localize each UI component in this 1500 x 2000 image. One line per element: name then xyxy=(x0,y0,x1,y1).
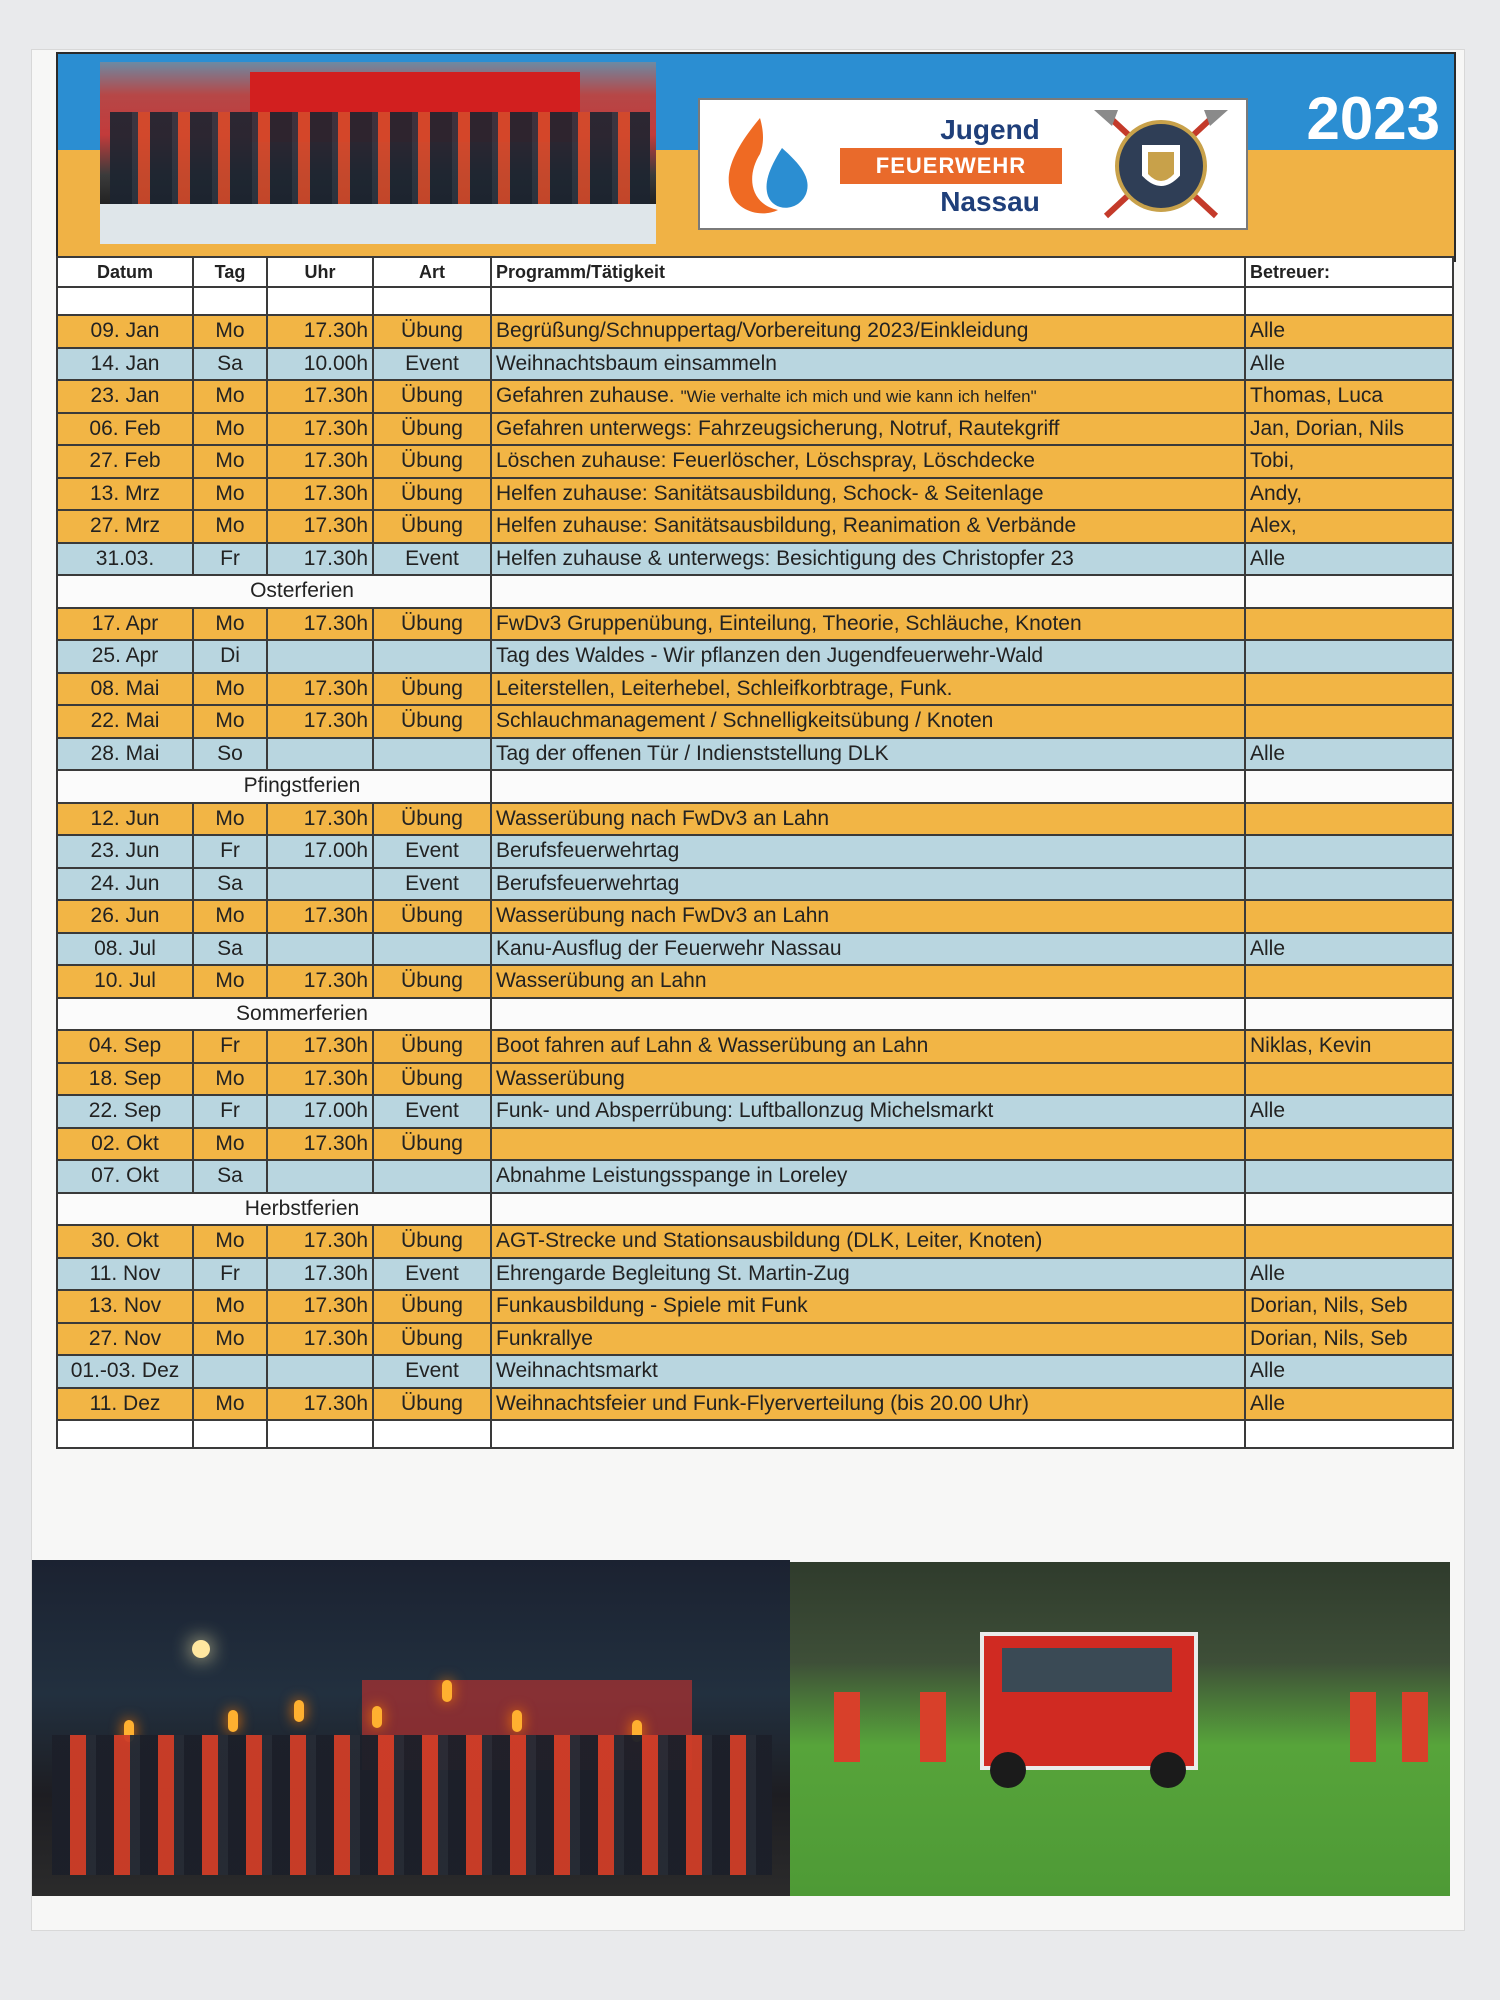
time-cell xyxy=(267,738,373,771)
type-cell xyxy=(373,640,491,673)
supervisor-cell: Thomas, Luca xyxy=(1245,380,1453,413)
table-row xyxy=(57,543,1453,576)
supervisor-cell xyxy=(1245,1063,1453,1096)
empty-cell xyxy=(1245,770,1453,803)
time-cell: 17.30h xyxy=(267,1128,373,1161)
supervisor-cell: Dorian, Nils, Seb xyxy=(1245,1323,1453,1356)
holiday-label: Sommerferien xyxy=(57,998,491,1031)
date-cell: 25. Apr xyxy=(57,640,193,673)
day-cell: Sa xyxy=(193,868,267,901)
supervisor-cell: Alle xyxy=(1245,543,1453,576)
time-cell: 17.30h xyxy=(267,1225,373,1258)
day-cell: Mo xyxy=(193,1290,267,1323)
type-cell: Übung xyxy=(373,965,491,998)
photo-youth xyxy=(920,1692,946,1762)
program-cell: Begrüßung/Schnuppertag/Vorbereitung 2023/Einkleidung xyxy=(491,315,1245,348)
time-cell: 17.30h xyxy=(267,1258,373,1291)
time-cell: 17.30h xyxy=(267,608,373,641)
program-cell: Löschen zuhause: Feuerlöscher, Löschspray, Löschdecke xyxy=(491,445,1245,478)
supervisor-cell: Alle xyxy=(1245,738,1453,771)
table-row xyxy=(57,1063,1453,1096)
photo-street-lamp xyxy=(192,1640,210,1658)
date-cell: 14. Jan xyxy=(57,348,193,381)
col-header-uhr: Uhr xyxy=(267,257,373,287)
time-cell: 17.30h xyxy=(267,380,373,413)
type-cell xyxy=(373,933,491,966)
col-header-betreuer: Betreuer: xyxy=(1245,257,1453,287)
photo-youth xyxy=(1350,1692,1376,1762)
program-cell xyxy=(491,1128,1245,1161)
supervisor-cell: Alle xyxy=(1245,1258,1453,1291)
program-cell: Weihnachtsfeier und Funk-Flyerverteilung (bis 20.00 Uhr) xyxy=(491,1388,1245,1421)
holiday-row xyxy=(57,1193,1453,1226)
table-row xyxy=(57,1030,1453,1063)
type-cell: Event xyxy=(373,543,491,576)
supervisor-cell: Jan, Dorian, Nils xyxy=(1245,413,1453,446)
time-cell: 17.00h xyxy=(267,1095,373,1128)
time-cell: 17.30h xyxy=(267,965,373,998)
time-cell xyxy=(267,640,373,673)
type-cell: Event xyxy=(373,868,491,901)
time-cell: 17.30h xyxy=(267,1030,373,1063)
program-cell: Berufsfeuerwehrtag xyxy=(491,868,1245,901)
holiday-label: Pfingstferien xyxy=(57,770,491,803)
type-cell: Übung xyxy=(373,413,491,446)
program-cell: AGT-Strecke und Stationsausbildung (DLK, Leiter, Knoten) xyxy=(491,1225,1245,1258)
table-row xyxy=(57,315,1453,348)
table-row xyxy=(57,1258,1453,1291)
torch-flame xyxy=(512,1710,522,1732)
photo-youth xyxy=(834,1692,860,1762)
day-cell: Fr xyxy=(193,1030,267,1063)
torch-flame xyxy=(442,1680,452,1702)
date-cell: 11. Dez xyxy=(57,1388,193,1421)
supervisor-cell xyxy=(1245,608,1453,641)
type-cell: Übung xyxy=(373,1128,491,1161)
table-row xyxy=(57,1290,1453,1323)
program-cell: Wasserübung an Lahn xyxy=(491,965,1245,998)
torch-flame xyxy=(294,1700,304,1722)
type-cell: Event xyxy=(373,1355,491,1388)
time-cell xyxy=(267,868,373,901)
date-cell: 09. Jan xyxy=(57,315,193,348)
date-cell: 12. Jun xyxy=(57,803,193,836)
time-cell: 17.30h xyxy=(267,1063,373,1096)
date-cell: 30. Okt xyxy=(57,1225,193,1258)
table-row xyxy=(57,965,1453,998)
logo-line-jugend: Jugend xyxy=(940,114,1040,145)
time-cell: 17.30h xyxy=(267,1290,373,1323)
program-cell: Berufsfeuerwehrtag xyxy=(491,835,1245,868)
type-cell: Event xyxy=(373,1095,491,1128)
type-cell: Übung xyxy=(373,673,491,706)
program-cell: Tag des Waldes - Wir pflanzen den Jugendfeuerwehr-Wald xyxy=(491,640,1245,673)
type-cell: Übung xyxy=(373,1388,491,1421)
table-row xyxy=(57,1128,1453,1161)
type-cell: Übung xyxy=(373,1290,491,1323)
supervisor-cell: Dorian, Nils, Seb xyxy=(1245,1290,1453,1323)
day-cell: Sa xyxy=(193,933,267,966)
date-cell: 08. Jul xyxy=(57,933,193,966)
program-cell: Leiterstellen, Leiterhebel, Schleifkorbtrage, Funk. xyxy=(491,673,1245,706)
time-cell xyxy=(267,933,373,966)
supervisor-cell xyxy=(1245,900,1453,933)
jugendfeuerwehr-logo xyxy=(698,98,1248,230)
type-cell: Event xyxy=(373,1258,491,1291)
table-row xyxy=(57,1095,1453,1128)
logo-line-feuerwehr: FEUERWEHR xyxy=(840,148,1062,184)
program-cell: Gefahren unterwegs: Fahrzeugsicherung, Notruf, Rautekgriff xyxy=(491,413,1245,446)
supervisor-cell xyxy=(1245,1225,1453,1258)
day-cell: Fr xyxy=(193,835,267,868)
photo-youth xyxy=(1402,1692,1428,1762)
date-cell: 17. Apr xyxy=(57,608,193,641)
time-cell: 17.30h xyxy=(267,705,373,738)
time-cell: 17.30h xyxy=(267,478,373,511)
type-cell: Übung xyxy=(373,510,491,543)
time-cell: 17.30h xyxy=(267,1388,373,1421)
time-cell: 17.30h xyxy=(267,900,373,933)
time-cell: 17.30h xyxy=(267,673,373,706)
date-cell: 13. Nov xyxy=(57,1290,193,1323)
type-cell: Übung xyxy=(373,1063,491,1096)
time-cell: 17.30h xyxy=(267,803,373,836)
date-cell: 26. Jun xyxy=(57,900,193,933)
table-row xyxy=(57,900,1453,933)
group-photo xyxy=(100,62,656,244)
holiday-label: Osterferien xyxy=(57,575,491,608)
day-cell: Mo xyxy=(193,705,267,738)
table-row xyxy=(57,445,1453,478)
blank-row xyxy=(57,287,1453,315)
date-cell: 06. Feb xyxy=(57,413,193,446)
photo-crowd xyxy=(52,1735,772,1875)
program-cell: Wasserübung nach FwDv3 an Lahn xyxy=(491,900,1245,933)
photo-wheel xyxy=(990,1752,1026,1788)
program-cell: Wasserübung nach FwDv3 an Lahn xyxy=(491,803,1245,836)
table-row xyxy=(57,673,1453,706)
time-cell: 17.00h xyxy=(267,835,373,868)
supervisor-cell xyxy=(1245,640,1453,673)
holiday-row xyxy=(57,575,1453,608)
photo-people xyxy=(110,112,650,212)
table-row xyxy=(57,478,1453,511)
supervisor-cell xyxy=(1245,1128,1453,1161)
date-cell: 02. Okt xyxy=(57,1128,193,1161)
date-cell: 23. Jun xyxy=(57,835,193,868)
photo-unimog-truck xyxy=(980,1632,1198,1770)
empty-cell xyxy=(1245,1193,1453,1226)
supervisor-cell: Alle xyxy=(1245,348,1453,381)
date-cell: 22. Mai xyxy=(57,705,193,738)
type-cell: Übung xyxy=(373,1030,491,1063)
program-cell: Funkrallye xyxy=(491,1323,1245,1356)
table-row xyxy=(57,868,1453,901)
supervisor-cell: Alle xyxy=(1245,933,1453,966)
program-cell: Abnahme Leistungsspange in Loreley xyxy=(491,1160,1245,1193)
date-cell: 08. Mai xyxy=(57,673,193,706)
day-cell: Fr xyxy=(193,1258,267,1291)
day-cell: Mo xyxy=(193,1063,267,1096)
fire-department-crest-icon xyxy=(1086,106,1236,224)
program-cell: Tag der offenen Tür / Indienststellung DLK xyxy=(491,738,1245,771)
day-cell: Mo xyxy=(193,510,267,543)
program-cell: Wasserübung xyxy=(491,1063,1245,1096)
torch-flame xyxy=(228,1710,238,1732)
table-row xyxy=(57,1160,1453,1193)
supervisor-cell: Alex, xyxy=(1245,510,1453,543)
program-cell: Kanu-Ausflug der Feuerwehr Nassau xyxy=(491,933,1245,966)
holiday-label: Herbstferien xyxy=(57,1193,491,1226)
year-label: 2023 xyxy=(1306,85,1440,152)
supervisor-cell: Alle xyxy=(1245,1095,1453,1128)
col-header-datum: Datum xyxy=(57,257,193,287)
empty-cell xyxy=(1245,575,1453,608)
photo-snow xyxy=(100,204,656,244)
torch-procession-photo xyxy=(32,1560,790,1896)
date-cell: 27. Mrz xyxy=(57,510,193,543)
empty-cell xyxy=(491,770,1245,803)
col-header-programm: Programm/Tätigkeit xyxy=(491,257,1245,287)
table-row xyxy=(57,803,1453,836)
empty-cell xyxy=(491,1193,1245,1226)
day-cell: Sa xyxy=(193,1160,267,1193)
supervisor-cell xyxy=(1245,705,1453,738)
program-cell: Schlauchmanagement / Schnelligkeitsübung / Knoten xyxy=(491,705,1245,738)
day-cell: Mo xyxy=(193,965,267,998)
time-cell xyxy=(267,1160,373,1193)
date-cell: 18. Sep xyxy=(57,1063,193,1096)
date-cell: 10. Jul xyxy=(57,965,193,998)
program-cell: Weihnachtsbaum einsammeln xyxy=(491,348,1245,381)
day-cell: Sa xyxy=(193,348,267,381)
day-cell: Mo xyxy=(193,445,267,478)
empty-cell xyxy=(1245,998,1453,1031)
supervisor-cell: Alle xyxy=(1245,315,1453,348)
table-row xyxy=(57,380,1453,413)
time-cell: 17.30h xyxy=(267,543,373,576)
date-cell: 22. Sep xyxy=(57,1095,193,1128)
day-cell: Di xyxy=(193,640,267,673)
supervisor-cell xyxy=(1245,835,1453,868)
table-row xyxy=(57,1225,1453,1258)
type-cell xyxy=(373,738,491,771)
date-cell: 01.-03. Dez xyxy=(57,1355,193,1388)
supervisor-cell xyxy=(1245,868,1453,901)
date-cell: 13. Mrz xyxy=(57,478,193,511)
date-cell: 04. Sep xyxy=(57,1030,193,1063)
type-cell: Übung xyxy=(373,900,491,933)
col-header-art: Art xyxy=(373,257,491,287)
supervisor-cell xyxy=(1245,1160,1453,1193)
day-cell: Mo xyxy=(193,608,267,641)
table-row xyxy=(57,348,1453,381)
type-cell: Übung xyxy=(373,803,491,836)
program-cell: Funk- und Absperrübung: Luftballonzug Michelsmarkt xyxy=(491,1095,1245,1128)
date-cell: 28. Mai xyxy=(57,738,193,771)
date-cell: 24. Jun xyxy=(57,868,193,901)
program-cell xyxy=(491,380,1245,413)
program-note: "Wie verhalte ich mich und wie kann ich helfen" xyxy=(680,387,1037,407)
date-cell: 27. Feb xyxy=(57,445,193,478)
time-cell: 17.30h xyxy=(267,510,373,543)
table-row xyxy=(57,510,1453,543)
supervisor-cell: Alle xyxy=(1245,1388,1453,1421)
type-cell: Event xyxy=(373,835,491,868)
day-cell: Mo xyxy=(193,478,267,511)
time-cell: 17.30h xyxy=(267,445,373,478)
table-row xyxy=(57,1388,1453,1421)
program-text: Gefahren zuhause. xyxy=(496,384,675,408)
program-cell: Weihnachtsmarkt xyxy=(491,1355,1245,1388)
day-cell: Mo xyxy=(193,380,267,413)
torch-flame xyxy=(372,1706,382,1728)
table-row xyxy=(57,1323,1453,1356)
type-cell: Übung xyxy=(373,1323,491,1356)
type-cell: Übung xyxy=(373,445,491,478)
day-cell: Mo xyxy=(193,1225,267,1258)
day-cell: Mo xyxy=(193,315,267,348)
water-exercise-photo xyxy=(790,1562,1450,1896)
day-cell: Mo xyxy=(193,413,267,446)
logo-line-nassau: Nassau xyxy=(940,186,1040,217)
table-row xyxy=(57,835,1453,868)
table-row xyxy=(57,933,1453,966)
day-cell: Mo xyxy=(193,673,267,706)
day-cell: Mo xyxy=(193,1128,267,1161)
program-cell: Boot fahren auf Lahn & Wasserübung an Lahn xyxy=(491,1030,1245,1063)
holiday-row xyxy=(57,998,1453,1031)
table-row xyxy=(57,413,1453,446)
supervisor-cell xyxy=(1245,673,1453,706)
date-cell: 31.03. xyxy=(57,543,193,576)
type-cell: Übung xyxy=(373,608,491,641)
type-cell: Übung xyxy=(373,315,491,348)
table-row xyxy=(57,1355,1453,1388)
empty-cell xyxy=(491,575,1245,608)
schedule-table xyxy=(56,256,1454,1449)
date-cell: 27. Nov xyxy=(57,1323,193,1356)
day-cell: Mo xyxy=(193,1323,267,1356)
day-cell: Fr xyxy=(193,1095,267,1128)
type-cell: Übung xyxy=(373,478,491,511)
col-header-tag: Tag xyxy=(193,257,267,287)
table-row xyxy=(57,705,1453,738)
day-cell: So xyxy=(193,738,267,771)
type-cell: Übung xyxy=(373,1225,491,1258)
table-row xyxy=(57,738,1453,771)
program-cell: FwDv3 Gruppenübung, Einteilung, Theorie, Schläuche, Knoten xyxy=(491,608,1245,641)
time-cell: 17.30h xyxy=(267,413,373,446)
holiday-row xyxy=(57,770,1453,803)
program-cell: Funkausbildung - Spiele mit Funk xyxy=(491,1290,1245,1323)
photo-wheel xyxy=(1150,1752,1186,1788)
table-row xyxy=(57,608,1453,641)
day-cell: Mo xyxy=(193,1388,267,1421)
empty-cell xyxy=(491,998,1245,1031)
type-cell: Übung xyxy=(373,705,491,738)
program-cell: Helfen zuhause: Sanitätsausbildung, Reanimation & Verbände xyxy=(491,510,1245,543)
program-cell: Helfen zuhause & unterwegs: Besichtigung des Christopfer 23 xyxy=(491,543,1245,576)
type-cell: Event xyxy=(373,348,491,381)
blank-row xyxy=(57,1420,1453,1448)
supervisor-cell xyxy=(1245,803,1453,836)
schedule-body xyxy=(57,287,1453,1448)
time-cell: 17.30h xyxy=(267,315,373,348)
flame-drop-icon xyxy=(720,114,816,218)
supervisor-cell xyxy=(1245,965,1453,998)
program-cell: Ehrengarde Begleitung St. Martin-Zug xyxy=(491,1258,1245,1291)
header-banner xyxy=(56,52,1456,262)
table-header-row xyxy=(57,257,1453,287)
time-cell xyxy=(267,1355,373,1388)
table-row xyxy=(57,640,1453,673)
date-cell: 11. Nov xyxy=(57,1258,193,1291)
day-cell: Mo xyxy=(193,900,267,933)
schedule-sheet xyxy=(32,50,1464,1930)
day-cell: Mo xyxy=(193,803,267,836)
time-cell: 10.00h xyxy=(267,348,373,381)
date-cell: 23. Jan xyxy=(57,380,193,413)
supervisor-cell: Alle xyxy=(1245,1355,1453,1388)
date-cell: 07. Okt xyxy=(57,1160,193,1193)
type-cell xyxy=(373,1160,491,1193)
day-cell: Fr xyxy=(193,543,267,576)
supervisor-cell: Andy, xyxy=(1245,478,1453,511)
day-cell xyxy=(193,1355,267,1388)
type-cell: Übung xyxy=(373,380,491,413)
time-cell: 17.30h xyxy=(267,1323,373,1356)
supervisor-cell: Niklas, Kevin xyxy=(1245,1030,1453,1063)
program-cell: Helfen zuhause: Sanitätsausbildung, Schock- & Seitenlage xyxy=(491,478,1245,511)
supervisor-cell: Tobi, xyxy=(1245,445,1453,478)
